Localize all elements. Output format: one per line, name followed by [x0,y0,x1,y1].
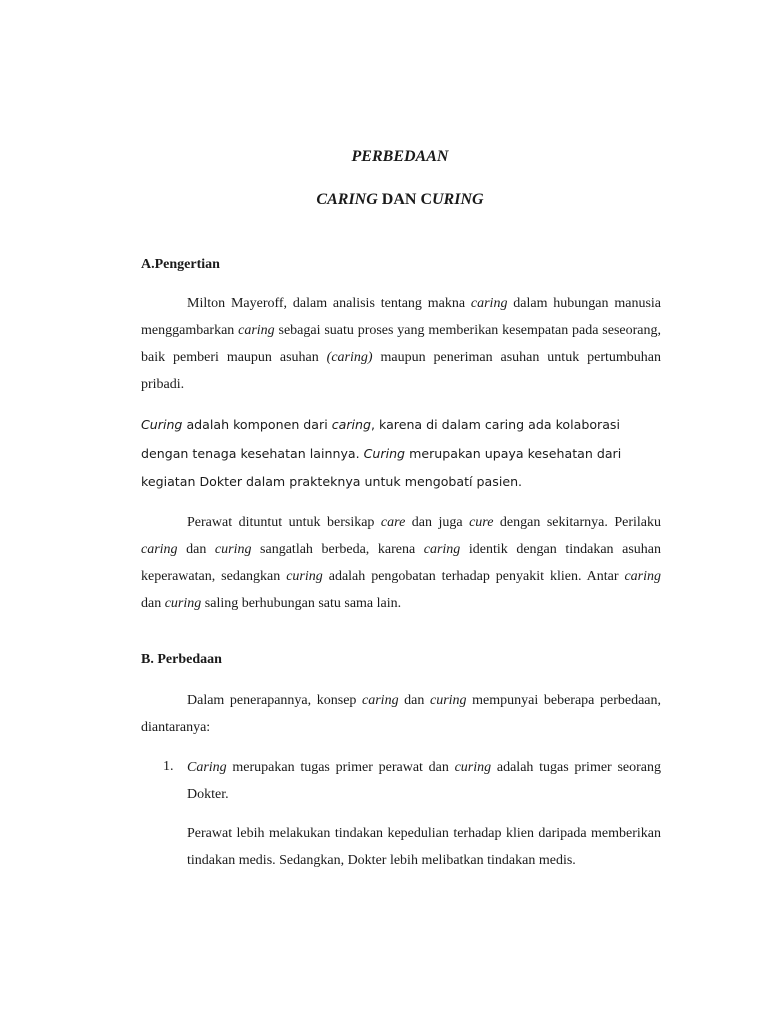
subtitle-uring: URING [432,191,484,208]
list-item [187,754,661,808]
section-a-heading: A.Pengertian [141,257,220,272]
document-title [0,148,768,166]
p3-text: dan [177,542,215,557]
p2-italic: Curing [363,445,406,461]
p3-italic: cure [469,515,494,530]
p3-text: identik dengan tindakan asuhan keperawatan, sedangkan [141,542,661,584]
p4-italic: curing [430,693,467,708]
p3-text: dan juga [405,515,470,530]
document-subtitle [0,191,768,209]
p1-text: dalam hubungan manusia menggambarkan [141,296,661,338]
p3-italic: caring [624,569,662,584]
p3-italic: caring [423,542,461,557]
item-italic: Caring [187,760,227,775]
section-b-heading: B. Perbedaan [141,652,222,667]
subtitle-caring: CARING [316,191,378,208]
p3-italic: curing [164,596,202,611]
p1-italic: caring [470,296,508,311]
p4-text: Dalam penerapannya, konsep [187,693,363,708]
title-line-1: PERBEDAAN [351,148,449,165]
subtitle-dan: DAN C [377,191,432,208]
p2-italic: Curing [141,417,183,432]
p3-text: dengan sekitarnya. Perilaku [493,515,661,530]
p3-text: dan [141,596,165,611]
p1-italic: caring [238,323,275,338]
p3-text: sangatlah berbeda, karena [251,542,424,557]
p2-text: adalah komponen dari [182,417,332,432]
p1-text: sebagai suatu proses yang memberikan kesempatan pada seseorang, baik pemberi maupun asuhan [141,323,661,365]
p3-italic: caring [141,542,178,557]
p4-italic: caring [362,693,399,708]
item-text: adalah tugas primer seorang Dokter. [187,760,661,802]
p3-italic: care [380,515,406,530]
p4-text: dan [398,693,430,708]
p2-text: merupakan upaya kesehatan dari kegiatan Dokter dalam prakteknya untuk mengobatí pasien. [141,445,622,489]
p1-text: Milton Mayeroff, dalam analisis tentang makna [187,296,471,311]
p3-text: Perawat dituntut untuk bersikap [187,515,381,530]
p1-italic: (caring) [326,350,373,365]
p3-italic: curing [286,569,323,584]
p2-italic: caring [331,417,371,432]
list-marker: 1. [163,759,174,774]
p3-text: adalah pengobatan terhadap penyakit klien. Antar [322,569,625,584]
paragraph-1 [141,290,661,398]
paragraph-4 [141,687,661,741]
p4-text: mempunyai beberapa perbedaan, diantaranya: [141,693,661,735]
item-italic: curing [454,760,492,775]
paragraph-3 [141,509,661,617]
p3-text: saling berhubungan satu sama lain. [201,596,402,611]
p1-text: maupun peneriman asuhan untuk pertumbuhan pribadi. [141,350,661,392]
paragraph-2 [141,411,661,497]
p2-text: , karena di dalam caring ada kolaborasi dengan tenaga kesehatan lainnya. [141,417,620,461]
list-item-detail: Perawat lebih melakukan tindakan kepedulian terhadap klien daripada memberikan tindakan medis. Sedangkan, Dokter lebih melibatkan tindakan medis. [187,826,661,868]
p3-italic: curing [214,542,252,557]
item-text: merupakan tugas primer perawat dan [226,760,455,775]
